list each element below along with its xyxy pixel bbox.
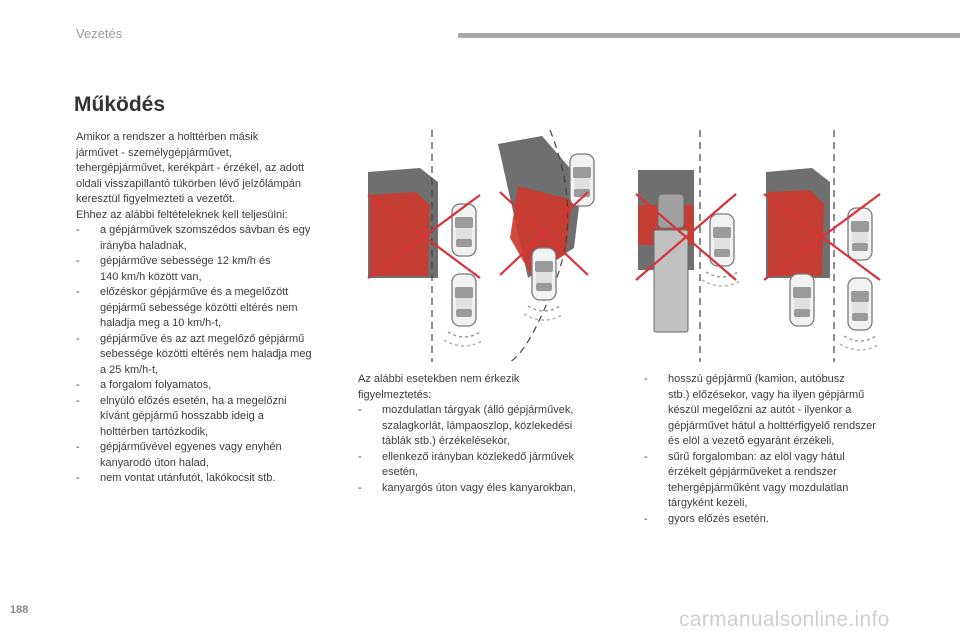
list-item-line: kanyarodó úton halad, xyxy=(100,456,209,469)
list-item-line: gépjárműve sebessége 12 km/h és xyxy=(100,255,271,267)
scene-sharp-bend xyxy=(498,130,594,362)
list-dash: - xyxy=(76,472,80,484)
list-item xyxy=(358,481,603,497)
list-item-line: tárgyként kezeli, xyxy=(668,497,748,509)
list-item-line: hosszú gépjármű (kamion, autóbusz xyxy=(668,373,845,385)
scene-dense-traffic xyxy=(764,130,880,362)
list-dash: - xyxy=(76,379,80,391)
watermark: carmanualsonline.info xyxy=(679,608,890,631)
list-item-line: holttérben tartózkodik, xyxy=(100,425,209,438)
list-item xyxy=(358,450,603,481)
intro-line: járművet - személygépjárművet, xyxy=(76,146,232,159)
list-item-line: gyors előzés esetén. xyxy=(668,512,769,525)
intro-line: keresztül figyelmezteti a vezetőt. xyxy=(76,193,235,205)
list-item-line: szalagkorlát, lámpaoszlop, közlekedési xyxy=(382,419,573,432)
header-rule xyxy=(458,33,960,38)
intro-line: tehergépjárművet, kerékpárt - érzékel, az adott xyxy=(76,162,305,174)
list-item xyxy=(76,285,338,332)
blind-spot-illustrations xyxy=(360,130,920,365)
list-dash: - xyxy=(644,512,648,525)
list-dash: - xyxy=(76,441,80,453)
list-item-line: sűrű forgalomban: az elöl vagy hátul xyxy=(668,450,845,463)
list-dash: - xyxy=(358,481,362,494)
list-item-line: a 25 km/h-t, xyxy=(100,363,159,376)
list-item-line: stb.) előzésekor, vagy ha ilyen gépjármű xyxy=(668,388,865,401)
list-item xyxy=(76,254,338,285)
list-item xyxy=(76,471,338,487)
list-dash: - xyxy=(76,332,80,345)
list-item-line: elnyúló előzés esetén, ha a megelőzni xyxy=(100,394,287,407)
list-item-line: gépjárműve és az azt megelőző gépjármű xyxy=(100,332,305,345)
list-item-line: 140 km/h között van, xyxy=(100,270,202,283)
list-item-line: és elöl a vezető egyaránt érzékeli, xyxy=(668,435,835,447)
list-dash: - xyxy=(358,450,362,463)
intro-line: Amikor a rendszer a holttérben másik xyxy=(76,131,259,143)
list-item-line: táblák stb.) érzékelésekor, xyxy=(382,435,510,447)
list-dash: - xyxy=(76,224,80,236)
list-item-line: gépjármű sebessége közötti eltérés nem xyxy=(100,301,298,314)
list-dash: - xyxy=(76,394,80,407)
list-dash: - xyxy=(644,450,648,463)
list-item xyxy=(644,372,909,450)
list-item-line: ellenkező irányban közlekedő járművek xyxy=(382,450,574,463)
list-item-line: gépjárművével egyenes vagy enyhén xyxy=(100,441,282,453)
list-item-line: gépjárművet hátul a holttérfigyelő rendszer xyxy=(668,419,876,432)
page-title: Működés xyxy=(74,93,166,116)
list-item xyxy=(358,403,603,450)
page-number: 188 xyxy=(10,604,29,616)
list-item xyxy=(644,512,909,528)
list-dash: - xyxy=(76,255,80,267)
list-item xyxy=(644,450,909,512)
list-dash: - xyxy=(76,286,80,298)
list-item-line: érzékelt gépjárműveket a rendszer xyxy=(668,466,837,478)
scene-long-vehicle xyxy=(636,130,742,362)
intro-line: oldali visszapillantó tükörben lévő jelzőlámpán xyxy=(76,177,302,190)
intro-line: Az alábbi esetekben nem érkezik xyxy=(358,373,520,385)
list-item-line: tehergépjárműként vagy mozdulatlan xyxy=(668,481,849,494)
intro-line: figyelmeztetés: xyxy=(358,388,432,401)
list-item xyxy=(76,223,338,254)
list-item-line: kanyargós úton vagy éles kanyarokban, xyxy=(382,481,576,494)
list-item-line: haladja meg a 10 km/h-t, xyxy=(100,317,222,329)
list-item xyxy=(76,378,338,394)
exceptions-column-continued xyxy=(644,372,909,527)
list-item-line: a forgalom folyamatos, xyxy=(100,379,212,391)
intro-line: Ehhez az alábbi feltételeknek kell teljesülni: xyxy=(76,208,288,221)
list-item xyxy=(76,440,338,471)
list-item-line: sebessége közötti eltérés nem haladja meg xyxy=(100,348,312,360)
list-item-line: esetén, xyxy=(382,466,419,478)
list-item-line: készül megelőzni az autót - ilyenkor a xyxy=(668,404,852,416)
scene-stationary-object xyxy=(368,130,484,362)
list-item-line: előzéskor gépjárműve és a megelőzött xyxy=(100,286,289,298)
list-item-line: nem vontat utánfutót, lakókocsit stb. xyxy=(100,472,276,484)
conditions-column xyxy=(76,130,338,487)
list-item-line: kívánt gépjármű hosszabb ideig a xyxy=(100,410,264,422)
exceptions-column xyxy=(358,372,603,496)
list-item xyxy=(76,394,338,441)
list-item-line: mozdulatlan tárgyak (álló gépjárművek, xyxy=(382,404,574,416)
section-title: Vezetés xyxy=(76,26,123,41)
list-item xyxy=(76,332,338,379)
list-dash: - xyxy=(644,373,648,385)
list-item-line: irányba haladnak, xyxy=(100,239,187,252)
list-item-line: a gépjárművek szomszédos sávban és egy xyxy=(100,224,311,236)
list-dash: - xyxy=(358,404,362,416)
